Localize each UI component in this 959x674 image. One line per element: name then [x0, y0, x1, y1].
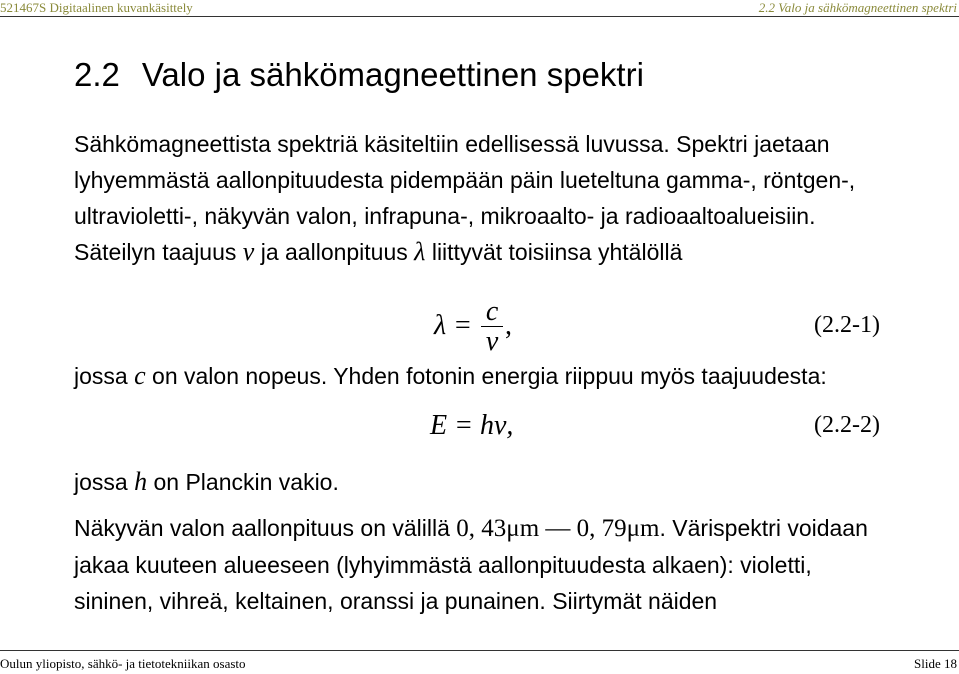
paragraph-photon-energy [74, 358, 894, 394]
wavelength-range: 0, 43μm — 0, 79μm [456, 515, 660, 542]
paragraph-visible-spectrum [74, 510, 894, 619]
header-rule [0, 16, 959, 17]
footer-rule [0, 650, 959, 651]
running-header [0, 0, 959, 26]
symbol-lambda: λ [414, 237, 426, 266]
equation-2-label: (2.2-2) [814, 412, 880, 438]
eq1-comma: , [505, 309, 513, 341]
course-title: 521467S Digitaalinen kuvankäsittely [0, 0, 193, 15]
p1-text-2: ja aallonpituus [254, 239, 415, 265]
eq1-fraction [481, 298, 503, 357]
section-number: 2.2 [74, 56, 120, 93]
equation-1-body [434, 298, 512, 357]
p2-text-1: jossa [74, 363, 135, 389]
p4-text-2: . Värispektri voidaan jakaa kuuteen alueeseen (lyhyimmästä aallonpituudesta alkaen): violetti, sininen, vihreä, keltainen, oranssi ja punainen. Siirtymät näiden [74, 515, 868, 614]
equation-energy [74, 410, 880, 470]
p3-text-2: on Planckin vakio. [147, 469, 339, 495]
section-heading [74, 56, 644, 94]
paragraph-spectrum-intro [74, 126, 894, 270]
eq1-numerator: c [485, 296, 499, 327]
equation-2-body: E = hν, [430, 410, 514, 441]
eq1-denominator: ν [485, 326, 499, 357]
p1-text-3: liittyvät toisiinsa yhtälöllä [425, 239, 683, 265]
p1-text-1: Sähkömagneettista spektriä käsiteltiin edellisessä luvussa. Spektri jaetaan lyhyemmästä aallonpituudesta pidempään päin lueteltuna gamma-, röntgen-, ultravioletti-, näkyvän valon, infrapuna-, mikroaalto- ja radioaaltoalueisiin. Säteilyn taajuus [74, 131, 856, 265]
symbol-c: c [134, 361, 146, 390]
eq1-lhs: λ = [434, 309, 473, 341]
slide-number: Slide 18 [914, 656, 957, 671]
p3-text-1: jossa [74, 469, 135, 495]
symbol-nu: ν [242, 237, 255, 266]
section-running-title: 2.2 Valo ja sähkömagneettinen spektri [758, 0, 957, 15]
running-footer [0, 650, 959, 674]
section-title: Valo ja sähkömagneettinen spektri [141, 56, 644, 93]
equation-1-label: (2.2-1) [814, 312, 880, 338]
institution: Oulun yliopisto, sähkö- ja tietotekniikan osasto [0, 656, 246, 671]
symbol-h: h [134, 467, 148, 496]
p4-text-1: Näkyvän valon aallonpituus on välillä [74, 515, 457, 541]
p2-text-2: on valon nopeus. Yhden fotonin energia riippuu myös taajuudesta: [145, 363, 827, 389]
equation-wavelength [74, 296, 880, 356]
paragraph-planck [74, 464, 894, 500]
